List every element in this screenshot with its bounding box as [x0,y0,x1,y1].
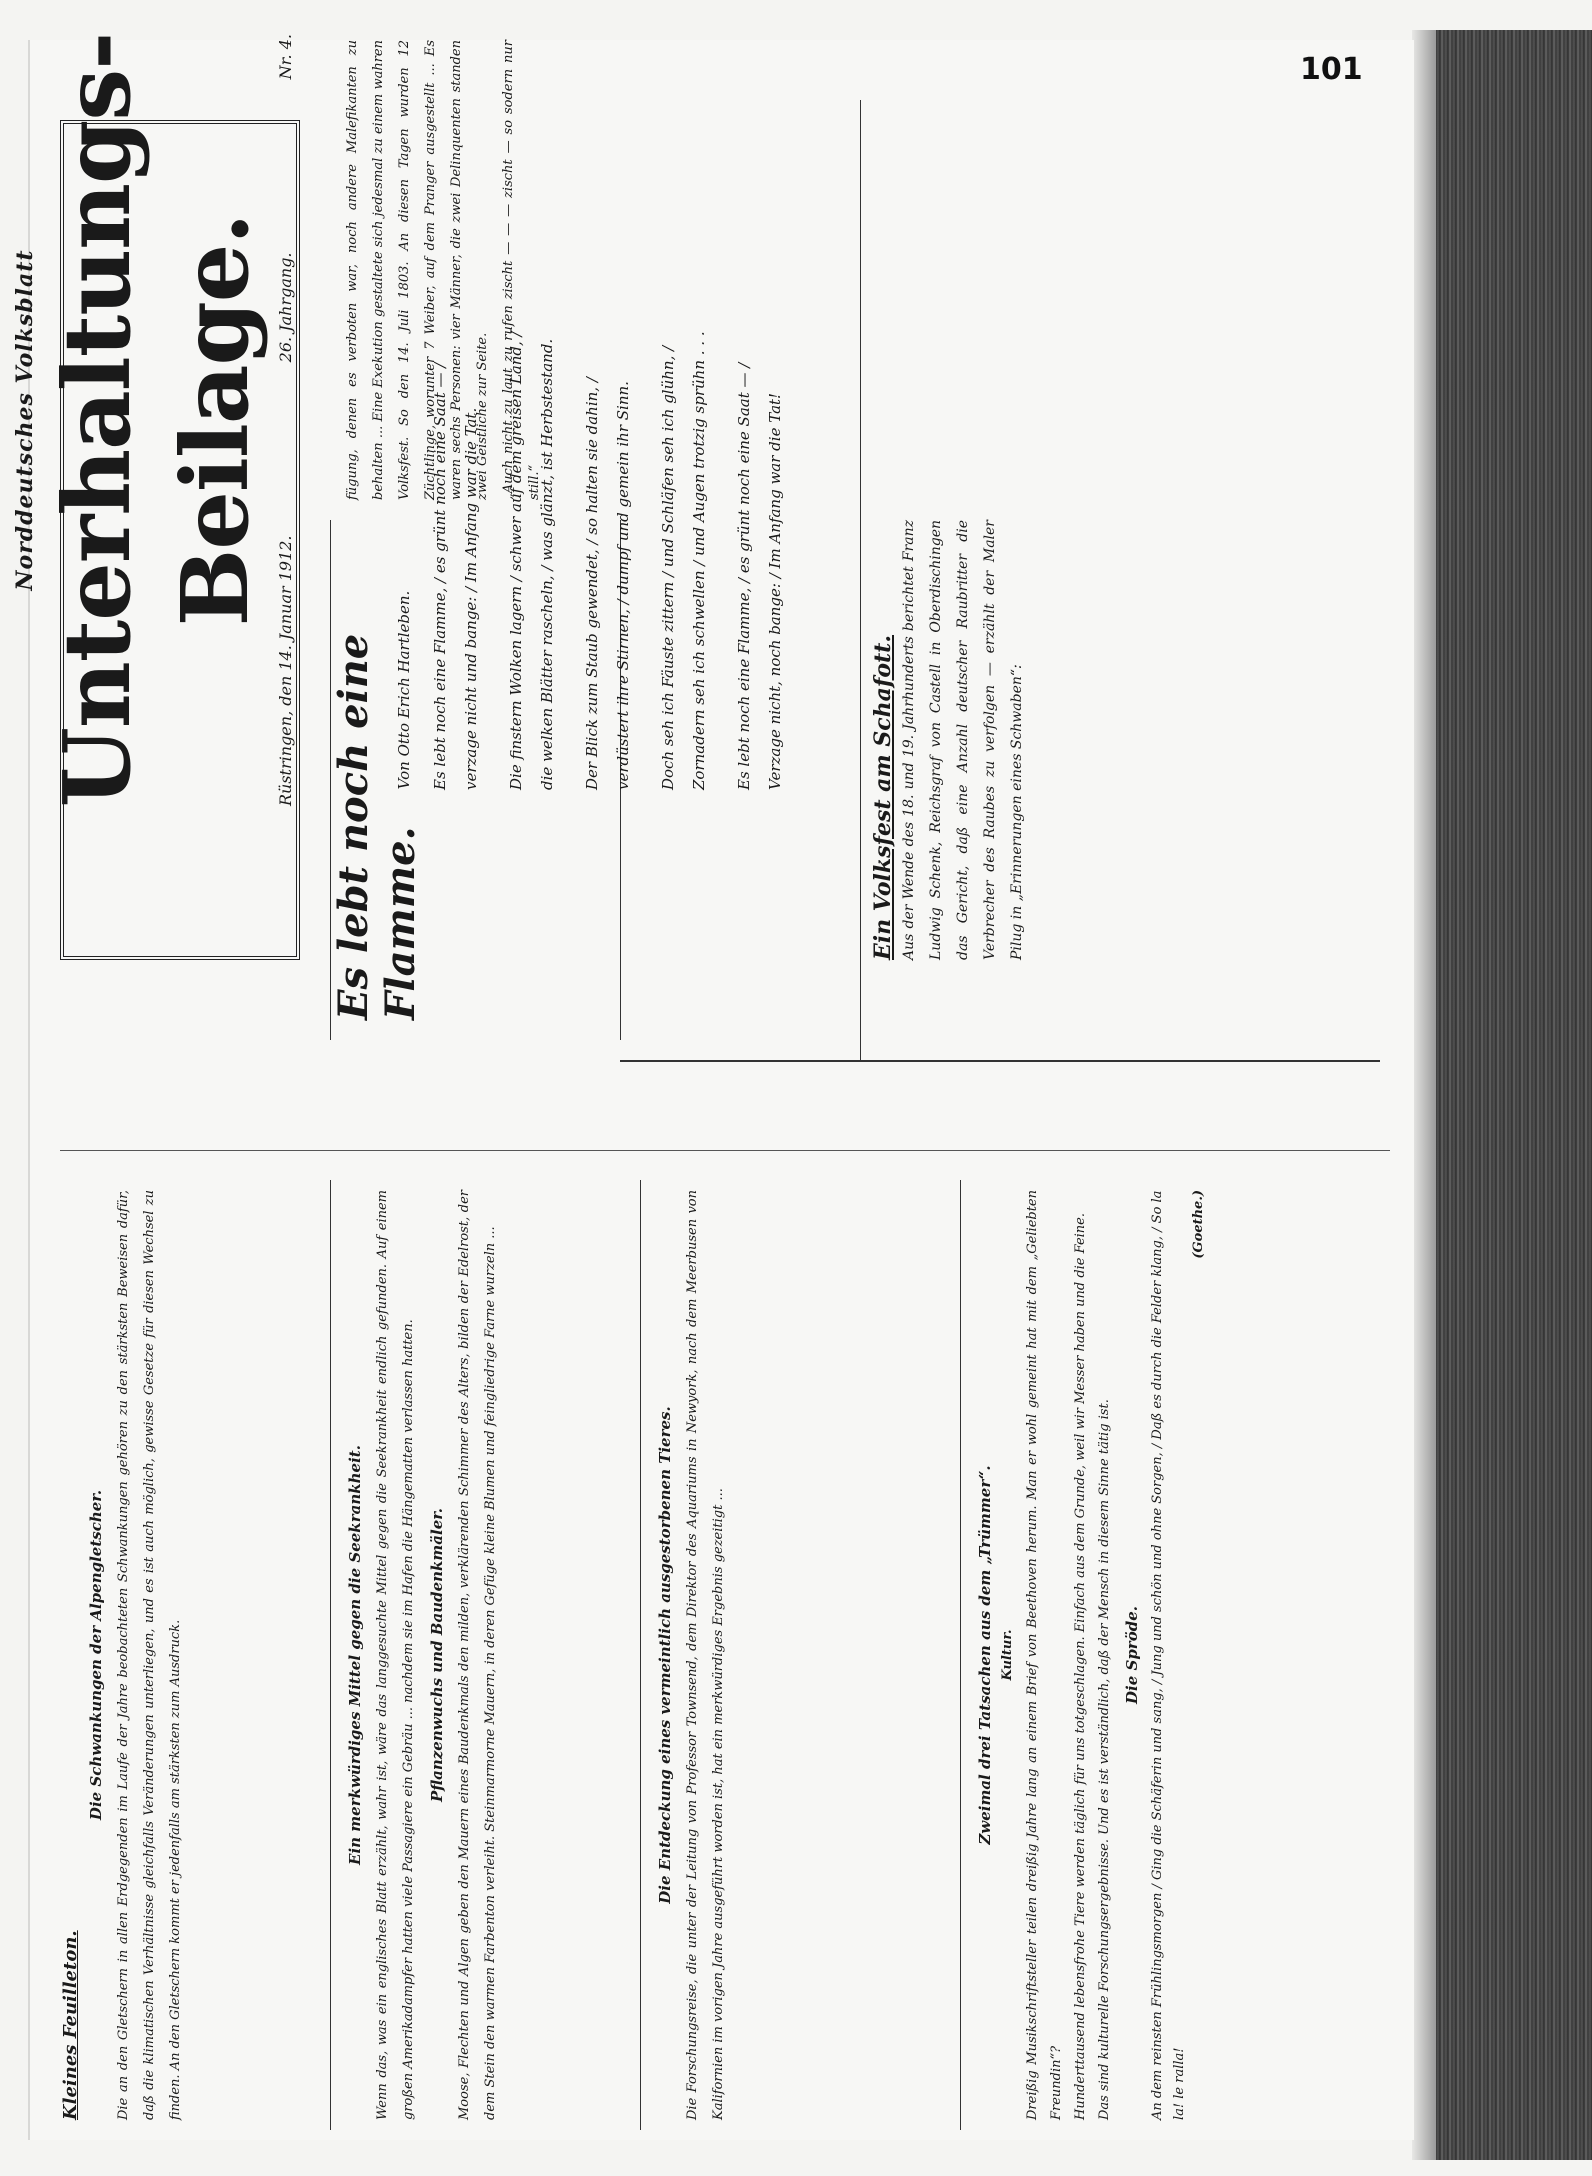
feuilleton-section-text: Wenn das, was ein englisches Blatt erzählt, wahr ist, wäre das langgesuchte Mittel gegen die Seekrankheit endlich gefunden. Auf einem großen Amerikadampfer hatten viele Passagiere ein Gebräu ... nachdem sie im Hafen die Hängematten verlassen hatten. [375,1190,416,2120]
feuilleton-poem-title: Die Spröde. [1123,1606,1141,1704]
feuilleton-section-text: Dreißig Musikschriftsteller teilen dreißig Jahre lang an einem Brief von Beethoven herum. Man er wohl gemeint hat mit dem „Geliebten Freundin“? [1025,1190,1064,2120]
feuilleton-column-4 [970,1190,1390,2120]
masthead-title: Unterhaltungs-Beilage. [43,32,269,808]
poem-stanza: Es lebt noch eine Flamme, / es grünt noch eine Saat — / Verzage nicht, noch bange: / Im Anfang war die Tat! [735,362,784,790]
feuilleton-heading: Kleines Feuilleton. [60,1930,81,2120]
feuilleton-poem-signature: (Goethe.) [1191,1190,1206,1259]
feuilleton-column-3 [650,1190,950,2120]
masthead-issue: Nr. 4. [276,34,295,80]
feuilleton-section-text: Die Forschungsreise, die unter der Leitung von Professor Townsend, dem Direktor des Aquariums in Newyork, nach dem Meerbusen von Kalifornien im vorigen Jahre ausgeführt worden ist, hat ein merkwürdiges Ergebnis gezeitigt ... [685,1190,726,2120]
masthead-volume: 26. Jahrgang. [276,252,295,363]
feuilleton-poem: An dem reinsten Frühlingsmorgen / Ging die Schäferin und sang, / Jung und schön und ohne Sorgen, / Daß es durch die Felder klang, / So la la! le ralla! [1150,1190,1187,2120]
book-page-edges [1412,30,1592,2160]
section-rule [60,1150,1390,1151]
poem-author-block [395,560,413,820]
column-rule [960,1180,961,2130]
feuilleton-column-1 [60,1190,320,2120]
feuilleton-section-title: Die Entdeckung eines vermeintlich ausgestorbenen Tieres. [656,1406,674,1904]
feuilleton-section-title: Pflanzenwuchs und Baudenkmäler. [428,1507,446,1803]
feuilleton-section-text: Die an den Gletschern in allen Erdgegenden im Laufe der Jahre beobachteten Schwankungen gehören zu den stärksten Beweisen dafür, daß die klimatischen Verhältnisse gleichfalls Veränderungen unterliegen, und es ist auch möglich, gewisse Gesetze für diesen Wechsel zu finden. An den Gletschern kommt er jedenfalls am stärksten zum Ausdruck. [116,1190,183,2120]
masthead-place-date: Rüstringen, den 14. Januar 1912. [276,535,295,806]
poem-stanza: Doch seh ich Fäuste zittern / und Schläfen seh ich glühn, / Zornadern seh ich schwellen / und Augen trotzig sprühn . . . [659,331,708,790]
feuilleton-section-text: Moose, Flechten und Algen geben den Mauern eines Baudenkmals den milden, verklärenden Schimmer des Alters, bilden der Edelrost, der dem Stein den warmen Farbenton verleiht. Steinmarmorne Mauern, in deren Gefüge kleine Blumen und feingliedrige Farne wurzeln ... [457,1190,498,2120]
article-volksfest-continued [340,40,1390,500]
feuilleton-column-2 [340,1190,630,2120]
feuilleton-section-title: Die Schwankungen der Alpengletscher. [87,1489,105,1821]
poem-stanza: Es lebt noch eine Flamme, / es grünt noch eine Saat — / verzage nicht und bange: / Im Anfang war die Tat. [431,362,480,790]
article-continuation: fügung, denen es verboten war, noch andere Malefikanten zu behalten ... Eine Exekution gestaltete sich jedesmal zu einem wahren Volksfest. So den 14. Juli 1803. An diesen Tagen wurden 12 Züchtlinge, worunter 7 Weiber, auf dem Pranger ausgestellt ... Es waren sechs Personen: vier Männer, die zwei Delinquenten standen zwei Geistliche zur Seite. [345,40,490,500]
article-title: Ein Volksfest am Schafott. [870,634,896,960]
feuilleton-section-title: Zweimal drei Tatsachen aus dem „Trümmer“. [976,1465,994,1845]
feuilleton-section-text: Das sind kulturelle Forschungsergebnisse. Und es ist verständlich, daß der Mensch in diesem Sinne tätig ist. [1097,1399,1112,2120]
feuilleton-section-title: Ein merkwürdiges Mittel gegen die Seekrankheit. [346,1445,364,1865]
article-volksfest [870,520,1390,960]
masthead-overline: Norddeutsches Volksblatt [12,249,38,591]
poem-author: Von Otto Erich Hartleben. [395,590,413,790]
article-quote: „Auch nicht zu laut zu rufen zischt — — — zischt — so sodern nur still.“ [501,40,542,500]
feuilleton-section-text: Hunderttausend lebensfrohe Tiere werden täglich für uns totgeschlagen. Einfach aus dem Grunde, weil wir Messer haben und die Feine. [1073,1213,1088,2120]
feuilleton-section-subtitle: Kultur. [1000,1629,1015,1681]
article-text: Aus der Wende des 18. und 19. Jahrhunderts berichtet Franz Ludwig Schenk, Reichsgraf von Castell in Oberdischingen das Gericht, daß eine Anzahl deutscher Raubritter die Verbrecher des Raubes zu verfolgen — erzählt der Maler Pilug in „Erinnerungen eines Schwaben“: [901,520,1025,960]
masthead [6,10,295,830]
poem-stanza: Der Blick zum Staub gewendet, / so halten sie dahin, / verdüstert ihre Stirnen, / dumpf und gemein ihr Sinn. [583,377,632,790]
poem-title: Es lebt noch eine Flamme. [330,633,424,1020]
masthead-meta [274,10,297,830]
page-number: 101 [1300,52,1363,87]
column-rule [620,1060,1380,1062]
poem-stanza: Die finstern Wolken lagern / schwer auf dem greisen Land, / die welken Blätter rascheln, / was glänzt, ist Herbstestand. [507,331,556,790]
column-rule [330,1180,331,2130]
column-rule [640,1180,641,2130]
